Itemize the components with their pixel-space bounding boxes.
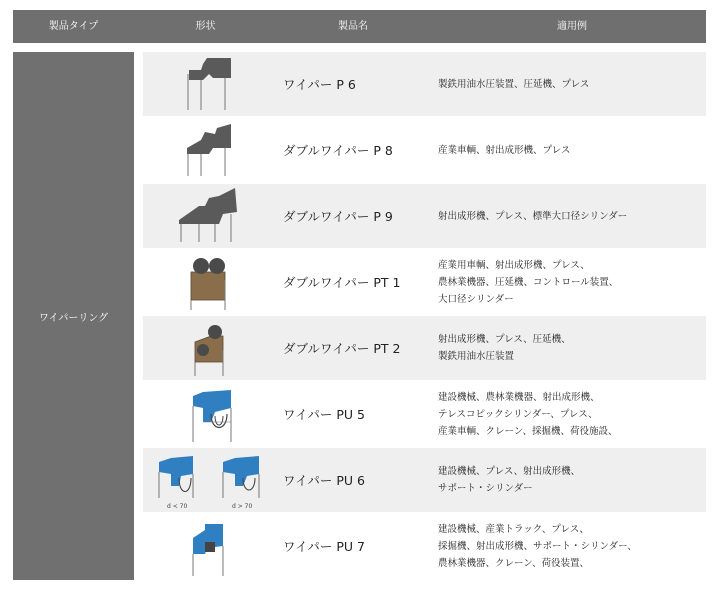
applications-cell <box>438 448 703 512</box>
application-line: 大口径シリンダー <box>438 293 514 305</box>
table-row <box>143 382 706 446</box>
product-name: ダブルワイパー P 8 <box>283 143 393 158</box>
product-name: ダブルワイパー PT 2 <box>283 341 401 356</box>
application-line: サポート・シリンダー <box>438 483 533 494</box>
application-line: 建設機械、プレス、射出成形機、 <box>438 466 581 477</box>
applications-cell <box>438 514 703 578</box>
table-row <box>143 184 706 248</box>
header-product-name: 製品名 <box>338 21 368 32</box>
applications-cell <box>438 118 703 182</box>
double-wiper-pt2-shape <box>143 316 268 380</box>
product-name: ワイパー PU 5 <box>283 407 365 422</box>
application-line: 製鉄用油水圧装置 <box>438 351 515 362</box>
application-line: テレスコピックシリンダー、プレス、 <box>438 408 598 420</box>
product-name: ワイパー P 6 <box>283 77 356 92</box>
dimension-label: d < 70 <box>167 503 188 510</box>
double-wiper-pt1-shape <box>143 250 268 314</box>
applications-cell <box>438 382 703 446</box>
wiper-pu7-shape <box>143 514 268 578</box>
application-line: 産業車輌、射出成形機、プレス <box>438 144 571 156</box>
table-header <box>13 10 706 43</box>
applications-cell <box>438 250 703 314</box>
application-line: 建設機械、農林業機器、射出成形機、 <box>438 391 600 403</box>
header-product-type: 製品タイプ <box>48 21 99 32</box>
table-row <box>143 316 706 380</box>
application-line: 農林業機器、クレーン、荷役装置、 <box>438 557 590 569</box>
product-name: ワイパー PU 6 <box>283 473 365 488</box>
product-name: ワイパー PU 7 <box>283 539 365 554</box>
header-shape: 形状 <box>195 21 216 32</box>
applications-cell <box>438 316 703 380</box>
table-row <box>143 118 706 182</box>
applications-cell <box>438 184 703 248</box>
application-line: 製鉄用油水圧装置、圧延機、プレス <box>438 78 590 90</box>
wiper-pu5-shape <box>143 382 268 446</box>
application-line: 産業車輌、クレーン、採掘機、荷役施設、 <box>438 425 618 437</box>
double-wiper-p8-shape <box>143 118 268 182</box>
application-line: 射出成形機、プレス、圧延機、 <box>438 334 571 345</box>
application-line: 射出成形機、プレス、標準大口径シリンダー <box>438 210 628 222</box>
applications-cell <box>438 52 703 116</box>
application-line: 産業用車輌、射出成形機、プレス、 <box>438 259 590 271</box>
application-line: 採掘機、射出成形機、サポート・シリンダー、 <box>438 540 637 552</box>
header-applications: 適用例 <box>557 21 587 32</box>
table-row <box>143 52 706 116</box>
table-row <box>143 448 706 512</box>
table-row <box>143 514 706 578</box>
product-name: ダブルワイパー PT 1 <box>283 275 401 290</box>
wiper-p6-shape <box>143 52 268 116</box>
category-cell: ワイパーリング <box>13 52 134 580</box>
product-name: ダブルワイパー P 9 <box>283 209 393 224</box>
double-wiper-p9-shape <box>143 184 268 248</box>
application-line: 建設機械、産業トラック、プレス、 <box>438 523 590 535</box>
dimension-label: d > 70 <box>232 503 253 510</box>
table-row <box>143 250 706 314</box>
application-line: 農林業機器、圧延機、コントロール装置、 <box>438 276 619 288</box>
